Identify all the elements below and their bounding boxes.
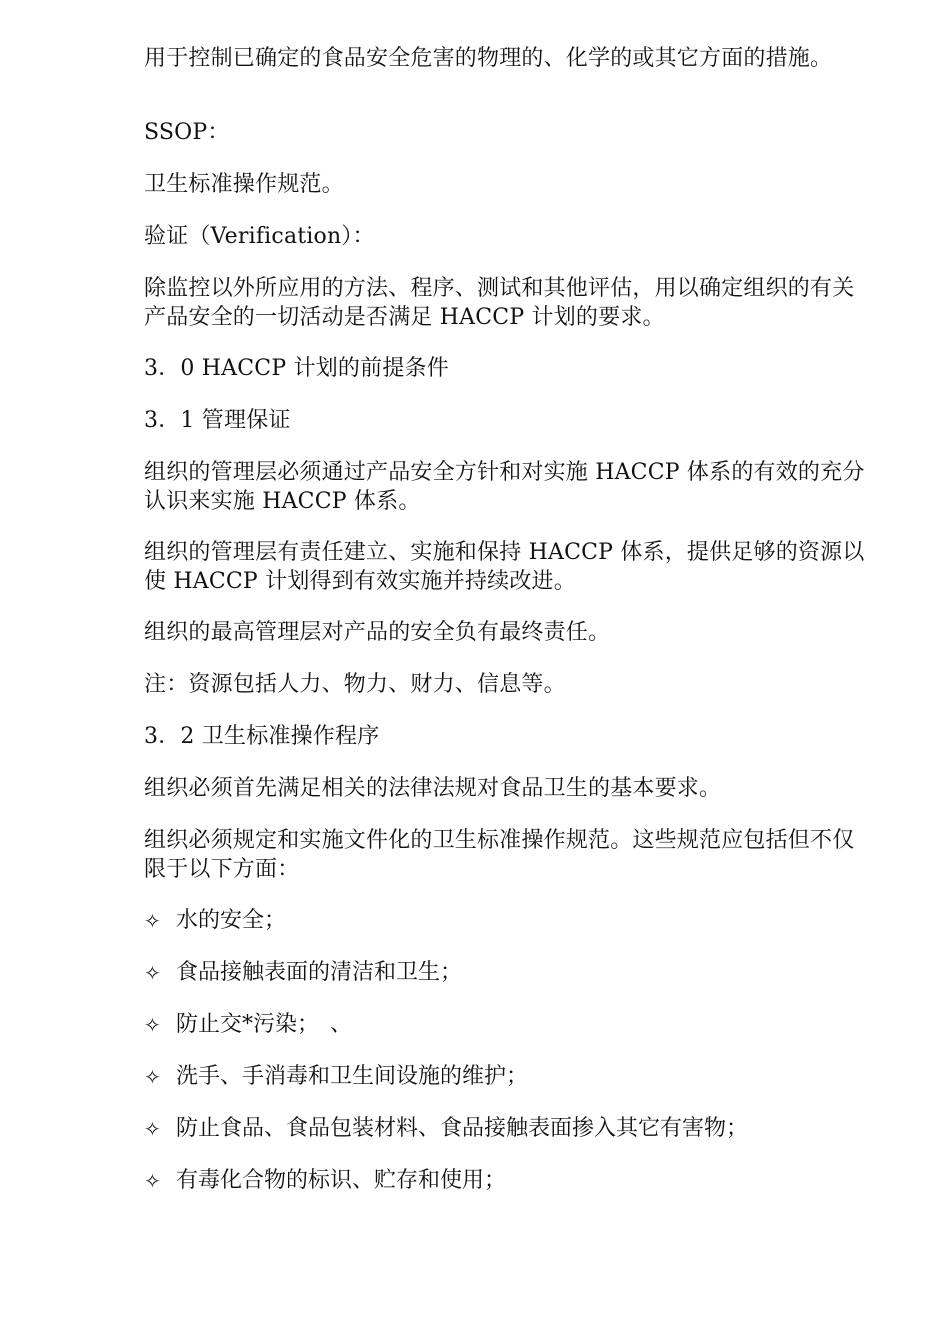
list-item-text: 洗手、手消毒和卫生间设施的维护； <box>176 1064 529 1089</box>
list-item-text: 水的安全； <box>176 908 287 933</box>
list-item <box>144 1062 874 1092</box>
diamond-star-icon: ✧ <box>144 1117 161 1141</box>
list-item <box>144 958 874 988</box>
term-ssop: SSOP： <box>144 120 230 145</box>
document-page <box>144 44 874 1218</box>
list-item <box>144 906 874 936</box>
list-item-text: 食品接触表面的清洁和卫生； <box>176 960 463 985</box>
diamond-star-icon: ✧ <box>144 1169 161 1193</box>
paragraph-legal-requirements: 组织必须首先满足相关的法律法规对食品卫生的基本要求。 <box>144 776 722 801</box>
paragraph-ssop-requirements: 组织必须规定和实施文件化的卫生标准操作规范。这些规范应包括但不仅限于以下方面： <box>144 828 855 882</box>
heading-3-2: 3．2 卫生标准操作程序 <box>144 724 380 749</box>
list-item <box>144 1114 874 1144</box>
term-verification: 验证（Verification）： <box>144 224 375 249</box>
diamond-star-icon: ✧ <box>144 1065 161 1089</box>
paragraph-top-management: 组织的最高管理层对产品的安全负有最终责任。 <box>144 620 611 645</box>
paragraph-management-commitment: 组织的管理层必须通过产品安全方针和对实施 HACCP 体系的有效的充分认识来实施 HACCP 体系。 <box>144 460 865 514</box>
note-resources: 注：资源包括人力、物力、财力、信息等。 <box>144 672 566 697</box>
list-item-text: 防止食品、食品包装材料、食品接触表面掺入其它有害物； <box>176 1116 749 1141</box>
heading-3-1: 3．1 管理保证 <box>144 408 291 433</box>
definition-verification: 除监控以外所应用的方法、程序、测试和其他评估，用以确定组织的有关产品安全的一切活动是否满足 HACCP 计划的要求。 <box>144 276 855 330</box>
paragraph-management-responsibility: 组织的管理层有责任建立、实施和保持 HACCP 体系，提供足够的资源以使 HACCP 计划得到有效实施并持续改进。 <box>144 540 865 594</box>
definition-ssop: 卫生标准操作规范。 <box>144 172 344 197</box>
diamond-star-icon: ✧ <box>144 909 161 933</box>
paragraph-control-measure-definition: 用于控制已确定的食品安全危害的物理的、化学的或其它方面的措施。 <box>144 46 833 71</box>
list-item <box>144 1166 874 1196</box>
list-item-text: 防止交*污染； 、 <box>176 1012 353 1037</box>
list-item <box>144 1010 874 1040</box>
heading-3-0: 3．0 HACCP 计划的前提条件 <box>144 356 449 381</box>
diamond-star-icon: ✧ <box>144 1013 161 1037</box>
diamond-star-icon: ✧ <box>144 961 161 985</box>
list-item-text: 有毒化合物的标识、贮存和使用； <box>176 1168 507 1193</box>
